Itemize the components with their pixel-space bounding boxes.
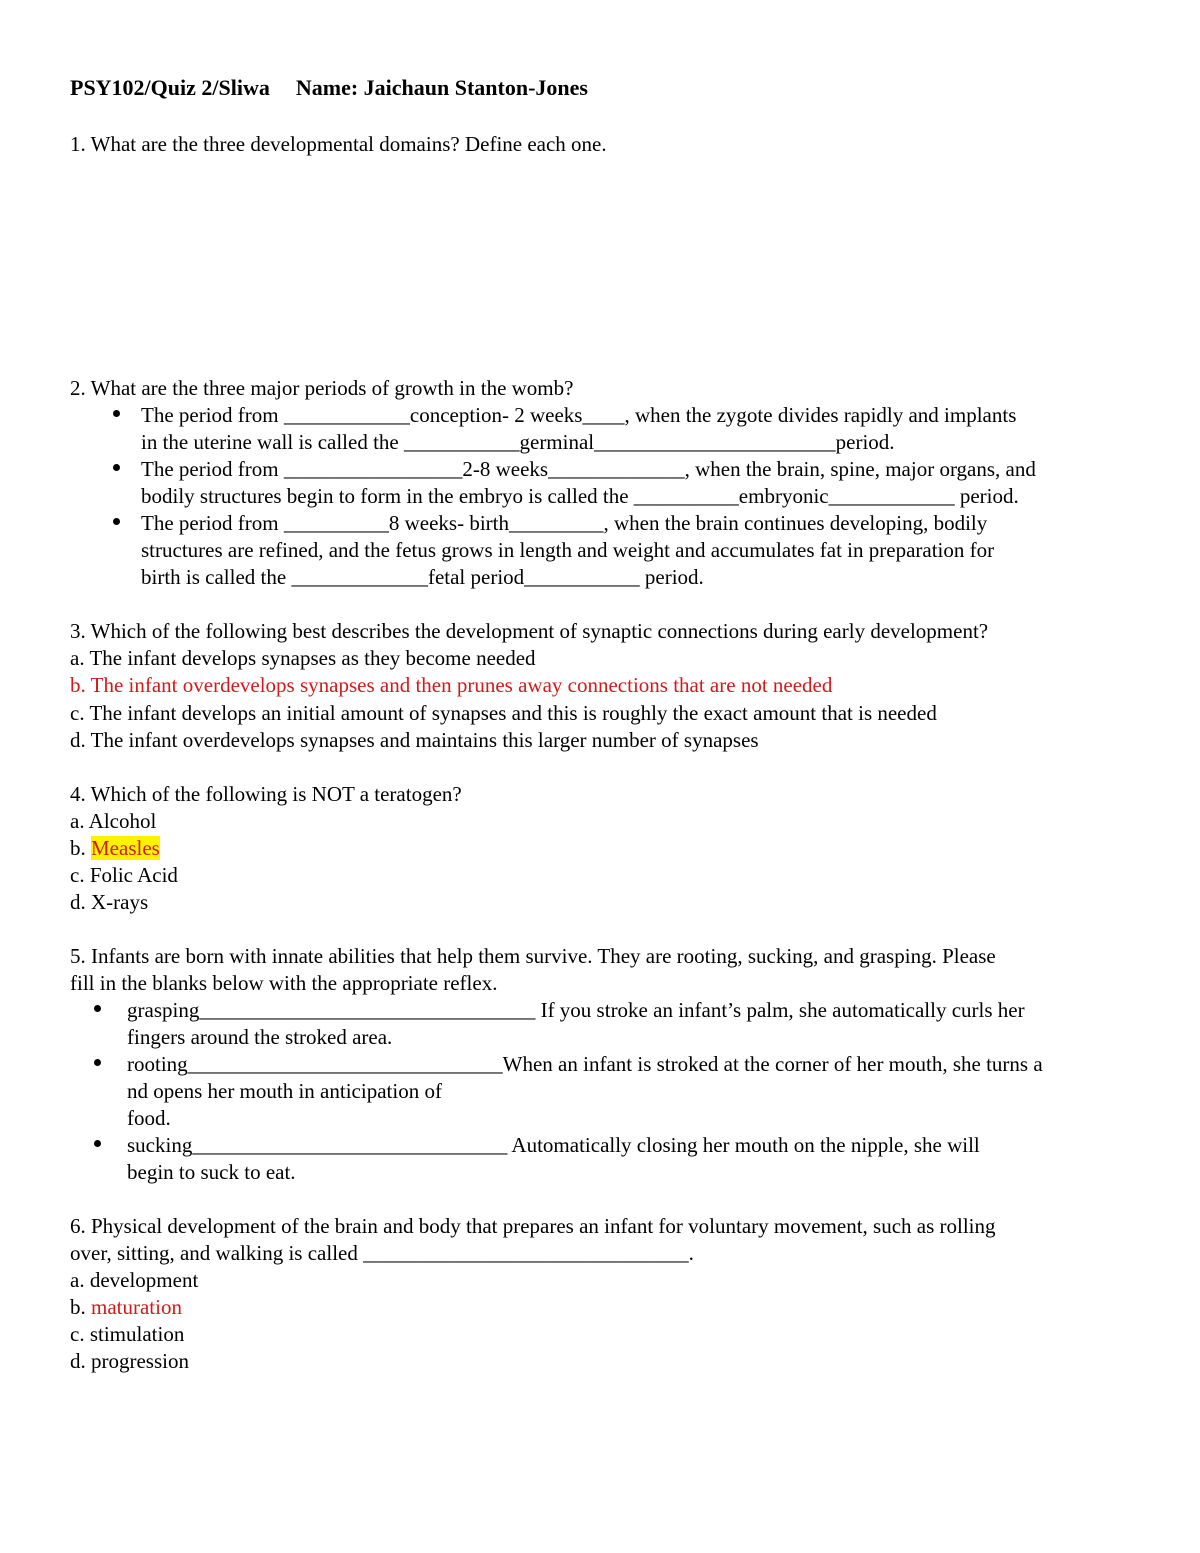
q5-item-2-line-3: food. xyxy=(127,1106,171,1130)
q5-item-2-line-1: rooting______________________________When an infant is stroked at the corner of her mouth, she turns a xyxy=(127,1052,1043,1076)
q5-item-1-line-2: fingers around the stroked area. xyxy=(127,1025,393,1049)
question-3: 3. Which of the following best describes the development of synaptic connections during early development? xyxy=(70,619,989,643)
q4-option-b-selected: Measles xyxy=(91,836,160,860)
bullet-icon xyxy=(113,464,120,471)
q6-option-b-selected: maturation xyxy=(91,1295,182,1319)
q3-option-c: c. The infant develops an initial amount of synapses and this is roughly the exact amount that is needed xyxy=(70,701,937,725)
q2-item-2-line-2: bodily structures begin to form in the embryo is called the __________embryonic____________ period. xyxy=(141,484,1019,508)
q3-option-a: a. The infant develops synapses as they become needed xyxy=(70,646,536,670)
q3-option-b-selected: b. The infant overdevelops synapses and then prunes away connections that are not needed xyxy=(70,673,833,697)
q4-option-c: c. Folic Acid xyxy=(70,863,178,887)
q2-item-2-line-1: The period from _________________2-8 weeks_____________, when the brain, spine, major organs, and xyxy=(141,457,1036,481)
q4-option-b xyxy=(70,835,160,862)
bullet-icon xyxy=(94,1140,101,1147)
q2-item-3-line-3: birth is called the _____________fetal period___________ period. xyxy=(141,565,704,589)
q2-item-1-line-1: The period from ____________conception- 2 weeks____, when the zygote divides rapidly and implants xyxy=(141,403,1017,427)
bullet-icon xyxy=(113,518,120,525)
question-1: 1. What are the three developmental domains? Define each one. xyxy=(70,132,607,156)
q6-option-b: b. maturation xyxy=(70,1295,182,1319)
bullet-icon xyxy=(94,1005,101,1012)
q5-item-3-line-2: begin to suck to eat. xyxy=(127,1160,296,1184)
q2-item-3-line-1: The period from __________8 weeks- birth_________, when the brain continues developing, bodily xyxy=(141,511,988,535)
q4-option-a: a. Alcohol xyxy=(70,809,157,833)
q5-item-2-line-2: nd opens her mouth in anticipation of xyxy=(127,1079,442,1103)
q2-item-1-line-2: in the uterine wall is called the ___________germinal_______________________period. xyxy=(141,430,895,454)
question-6-line-2: over, sitting, and walking is called _______________________________. xyxy=(70,1241,694,1265)
question-6-line-1: 6. Physical development of the brain and body that prepares an infant for voluntary movement, such as rolling xyxy=(70,1214,996,1238)
bullet-icon xyxy=(113,410,120,417)
course-label: PSY102/Quiz 2/Sliwa xyxy=(70,75,270,100)
q6-option-c: c. stimulation xyxy=(70,1322,185,1346)
question-2: 2. What are the three major periods of growth in the womb? xyxy=(70,376,574,400)
question-5-line-1: 5. Infants are born with innate abilities that help them survive. They are rooting, sucking, and grasping. Please xyxy=(70,944,996,968)
page-title xyxy=(70,74,588,101)
q6-option-a: a. development xyxy=(70,1268,199,1292)
q2-item-3-line-2: structures are refined, and the fetus grows in length and weight and accumulates fat in preparation for xyxy=(141,538,995,562)
q6-option-d: d. progression xyxy=(70,1349,189,1373)
question-4: 4. Which of the following is NOT a teratogen? xyxy=(70,782,462,806)
q4-option-b-prefix: b. xyxy=(70,836,91,860)
q3-option-d: d. The infant overdevelops synapses and maintains this larger number of synapses xyxy=(70,728,759,752)
q5-item-1-line-1: grasping________________________________ If you stroke an infant’s palm, she automatically curls her xyxy=(127,998,1025,1022)
question-5-line-2: fill in the blanks below with the appropriate reflex. xyxy=(70,971,498,995)
student-name: Name: Jaichaun Stanton-Jones xyxy=(295,75,588,100)
q4-option-d: d. X-rays xyxy=(70,890,149,914)
q5-item-3-line-1: sucking______________________________ Automatically closing her mouth on the nipple, she will xyxy=(127,1133,980,1157)
bullet-icon xyxy=(94,1059,101,1066)
